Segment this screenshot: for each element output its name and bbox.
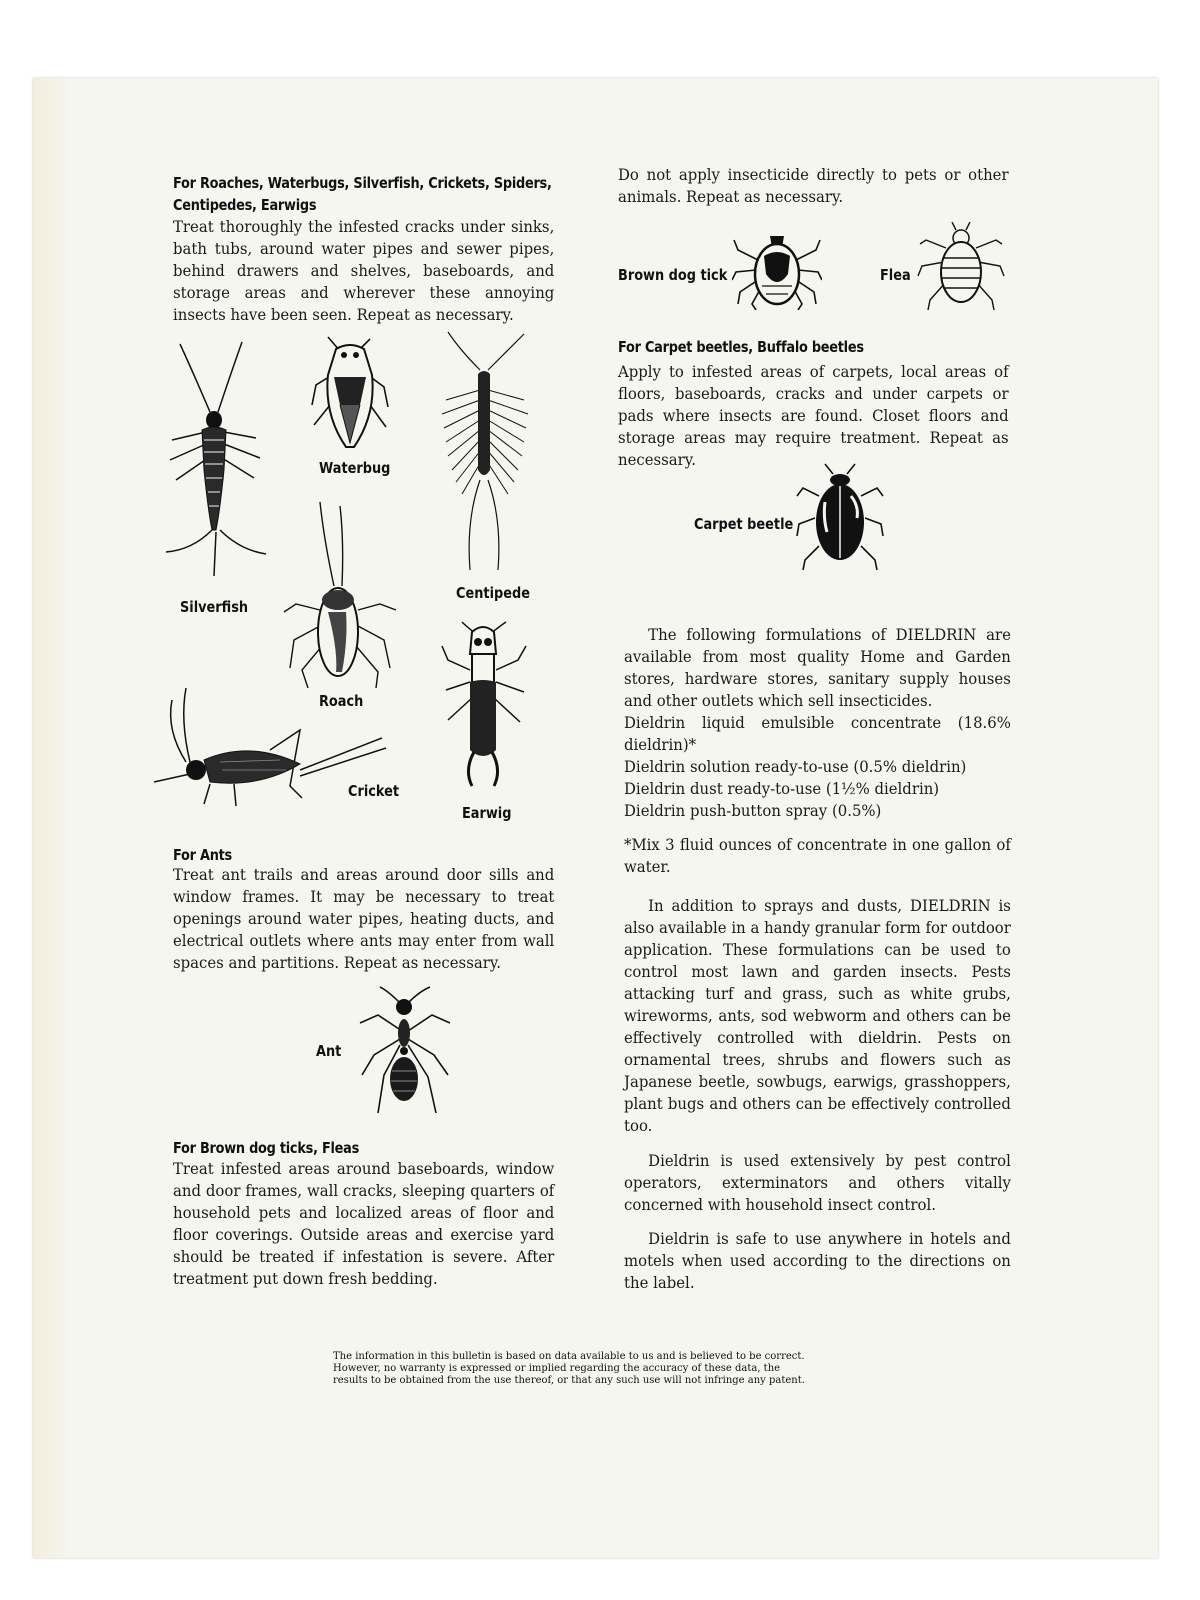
formulation-item: Dieldrin liquid emulsible concentrate (18.6% dieldrin)* xyxy=(624,713,1011,754)
carpet-beetle-illustration xyxy=(795,462,885,570)
formulation-item: Dieldrin push-button spray (0.5%) xyxy=(624,801,882,820)
disclaimer xyxy=(333,1351,853,1387)
disclaimer-line: The information in this bulletin is based on data available to us and is believed to be correct. xyxy=(333,1351,805,1362)
formulations-list xyxy=(624,712,1011,822)
paper-edge-tint xyxy=(33,78,73,1558)
centipede-illustration xyxy=(440,330,530,575)
ant-label: Ant xyxy=(316,1042,342,1060)
ants-text: Treat ant trails and areas around door sills and window frames. It may be necessary to treat openings around water pipes, heating ducts, and electrical outlets where ants may enter from wall spaces and partitions. Repeat as necessary. xyxy=(173,865,555,972)
formulations-intro: The following formulations of DIELDRIN are available from most quality Home and Garden stores, hardware stores, sanitary supply houses and other outlets which sell insecticides. xyxy=(624,625,1011,710)
disclaimer-line: However, no warranty is expressed or implied regarding the accuracy of these data, the xyxy=(333,1363,781,1374)
hotels-paragraph: Dieldrin is safe to use anywhere in hotels and motels when used according to the directions on the label. xyxy=(624,1229,1011,1292)
centipede-label: Centipede xyxy=(456,584,530,602)
flea-illustration xyxy=(916,222,1006,312)
brown-dog-tick-illustration xyxy=(732,230,822,310)
silverfish-illustration xyxy=(162,340,272,580)
earwig-illustration xyxy=(440,620,530,795)
pest-control-paragraph: Dieldrin is used extensively by pest control operators, exterminators and others vitally concerned with household insect control. xyxy=(624,1151,1011,1214)
waterbug-illustration xyxy=(310,335,390,455)
roaches-text: Treat thoroughly the infested cracks under sinks, bath tubs, around water pipes and sewer pipes, behind drawers and shelves, baseboards, and storage areas and wherever these annoying insects have been seen. Repeat as necessary. xyxy=(173,217,555,324)
tick-label: Brown dog tick xyxy=(618,266,728,284)
ant-illustration xyxy=(350,985,460,1115)
beetles-heading: For Carpet beetles, Buffalo beetles xyxy=(618,338,864,356)
carpet-beetle-label: Carpet beetle xyxy=(694,515,794,533)
waterbug-label: Waterbug xyxy=(319,459,391,477)
formulation-item: Dieldrin solution ready-to-use (0.5% dieldrin) xyxy=(624,757,967,776)
formulation-item: Dieldrin dust ready-to-use (1½% dieldrin) xyxy=(624,779,940,798)
cricket-label: Cricket xyxy=(348,782,400,800)
beetles-text: Apply to infested areas of carpets, local areas of floors, baseboards, cracks and under carpets or pads where insects are found. Closet floors and storage areas may require treatment. Repeat as necessary. xyxy=(618,362,1009,469)
formulations-note: *Mix 3 fluid ounces of concentrate in one gallon of water. xyxy=(624,835,1011,876)
ticks-heading: For Brown dog ticks, Fleas xyxy=(173,1139,360,1157)
roaches-heading-line1: For Roaches, Waterbugs, Silverfish, Crickets, Spiders, xyxy=(173,174,552,192)
ants-heading: For Ants xyxy=(173,846,232,864)
ticks-text: Treat infested areas around baseboards, window and door frames, wall cracks, sleeping quarters of household pets and localized areas of floor and floor coverings. Outside areas and exercise yard should be treated if infestation is severe. After treatment put down fresh bedding. xyxy=(173,1159,555,1288)
earwig-label: Earwig xyxy=(462,804,512,822)
disclaimer-line: results to be obtained from the use thereof, or that any such use will not infringe any patent. xyxy=(333,1375,805,1386)
flea-label: Flea xyxy=(880,266,911,284)
silverfish-label: Silverfish xyxy=(180,598,249,616)
roaches-heading-line2: Centipedes, Earwigs xyxy=(173,196,317,214)
granular-paragraph: In addition to sprays and dusts, DIELDRIN is also available in a handy granular form for outdoor application. These formulations can be used to control most lawn and garden insects. Pests attacking turf and grass, such as white grubs, wireworms, ants, sod webworm and others can be effectively controlled with dieldrin. Pests on ornamental trees, shrubs and flowers such as Japanese beetle, sowbugs, earwigs, grasshoppers, plant bugs and others can be effectively controlled too. xyxy=(624,896,1011,1135)
roach-illustration xyxy=(280,500,400,690)
pets-text: Do not apply insecticide directly to pets or other animals. Repeat as necessary. xyxy=(618,165,1009,206)
roach-label: Roach xyxy=(319,692,364,710)
